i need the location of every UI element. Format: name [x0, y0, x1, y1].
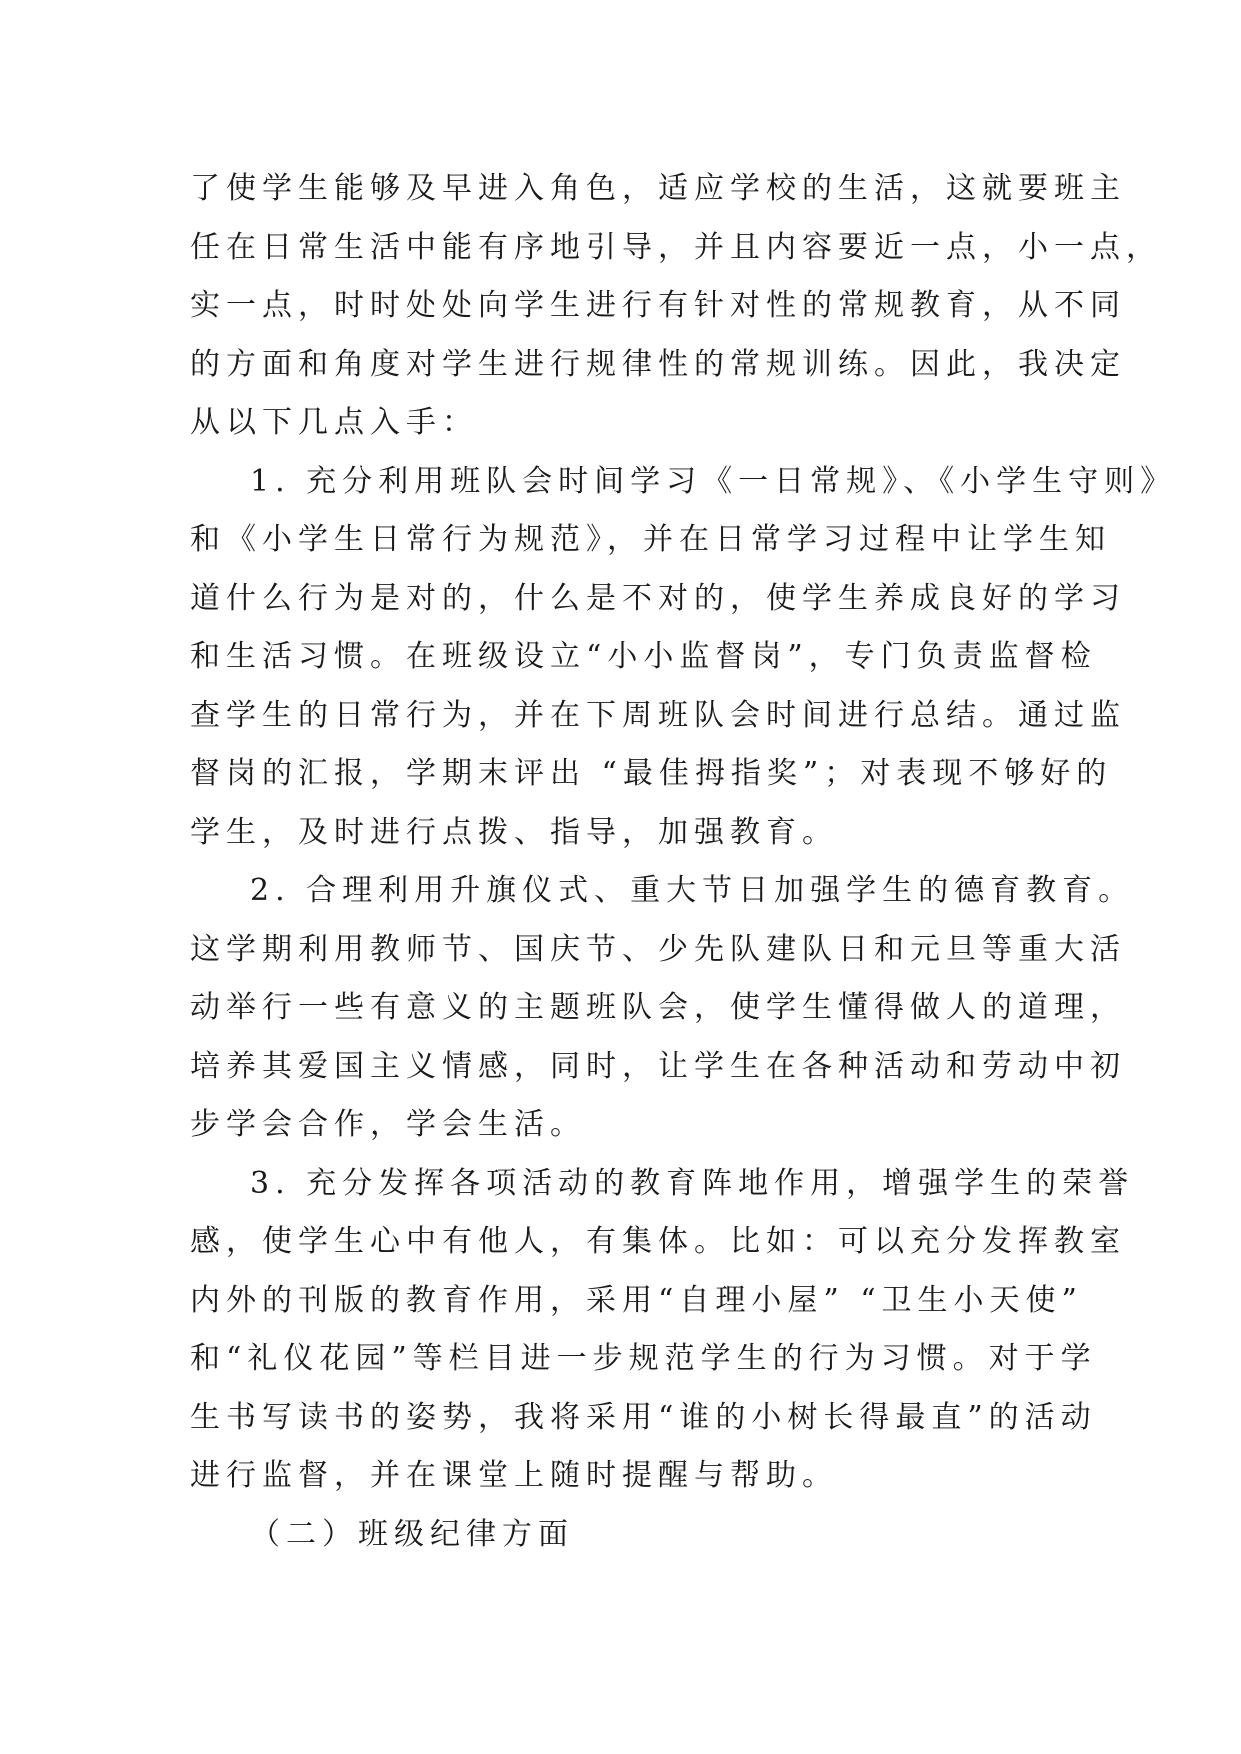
- item-2-heading-line: 2. 合理利用升旗仪式、重大节日加强学生的德育教育。: [250, 873, 1135, 908]
- text-line-22: 生书写读书的姿势，我将采用“谁的小树长得最直”的活动: [190, 1399, 1097, 1435]
- text-line-8: 道什么行为是对的，什么是不对的，使学生养成良好的学习: [190, 580, 1126, 616]
- text-line-11: 督岗的汇报，学期末评出 “最佳拇指奖”；对表现不够好的: [190, 756, 1113, 791]
- section-heading-discipline: （二）班级纪律方面: [250, 1516, 574, 1552]
- text-line-9: 和生活习惯。在班级设立“小小监督岗”，专门负责监督检: [190, 639, 1097, 674]
- document-page: [190, 160, 1177, 1564]
- text-line-21: 和“礼仪花园”等栏目进一步规范学生的行为习惯。对于学: [190, 1341, 1097, 1376]
- text-line-7: 和《小学生日常行为规范》，并在日常学习过程中让学生知: [190, 522, 1111, 557]
- text-line-5: 从以下几点入手：: [190, 405, 478, 440]
- text-line-3: 实一点，时时处处向学生进行有针对性的常规教育，从不同: [190, 288, 1126, 323]
- text-line-23: 进行监督，并在课堂上随时提醒与帮助。: [190, 1458, 838, 1493]
- item-1-heading-line: 1. 充分利用班队会时间学习《一日常规》、《小学生守则》: [250, 463, 1177, 499]
- text-line-19: 感，使学生心中有他人，有集体。比如：可以充分发挥教室: [190, 1224, 1126, 1259]
- text-line-4: 的方面和角度对学生进行规律性的常规训练。因此，我决定: [190, 346, 1126, 382]
- text-line-2: 任在日常生活中能有序地引导，并且内容要近一点，小一点，: [190, 229, 1162, 265]
- text-line-20: 内外的刊版的教育作用，采用“自理小屋” “卫生小天使”: [190, 1282, 1083, 1318]
- text-line-14: 这学期利用教师节、国庆节、少先队建队日和元旦等重大活: [190, 931, 1126, 967]
- text-line-16: 培养其爱国主义情感，同时，让学生在各种活动和劳动中初: [190, 1048, 1126, 1084]
- text-line-15: 动举行一些有意义的主题班队会，使学生懂得做人的道理，: [190, 990, 1126, 1025]
- item-3-heading-line: 3. 充分发挥各项活动的教育阵地作用，增强学生的荣誉: [250, 1165, 1135, 1201]
- text-line-12: 学生，及时进行点拨、指导，加强教育。: [190, 814, 838, 850]
- text-line-17: 步学会合作，学会生活。: [190, 1107, 586, 1142]
- text-line-1: 了使学生能够及早进入角色，适应学校的生活，这就要班主: [190, 171, 1126, 206]
- text-line-10: 查学生的日常行为，并在下周班队会时间进行总结。通过监: [190, 697, 1126, 733]
